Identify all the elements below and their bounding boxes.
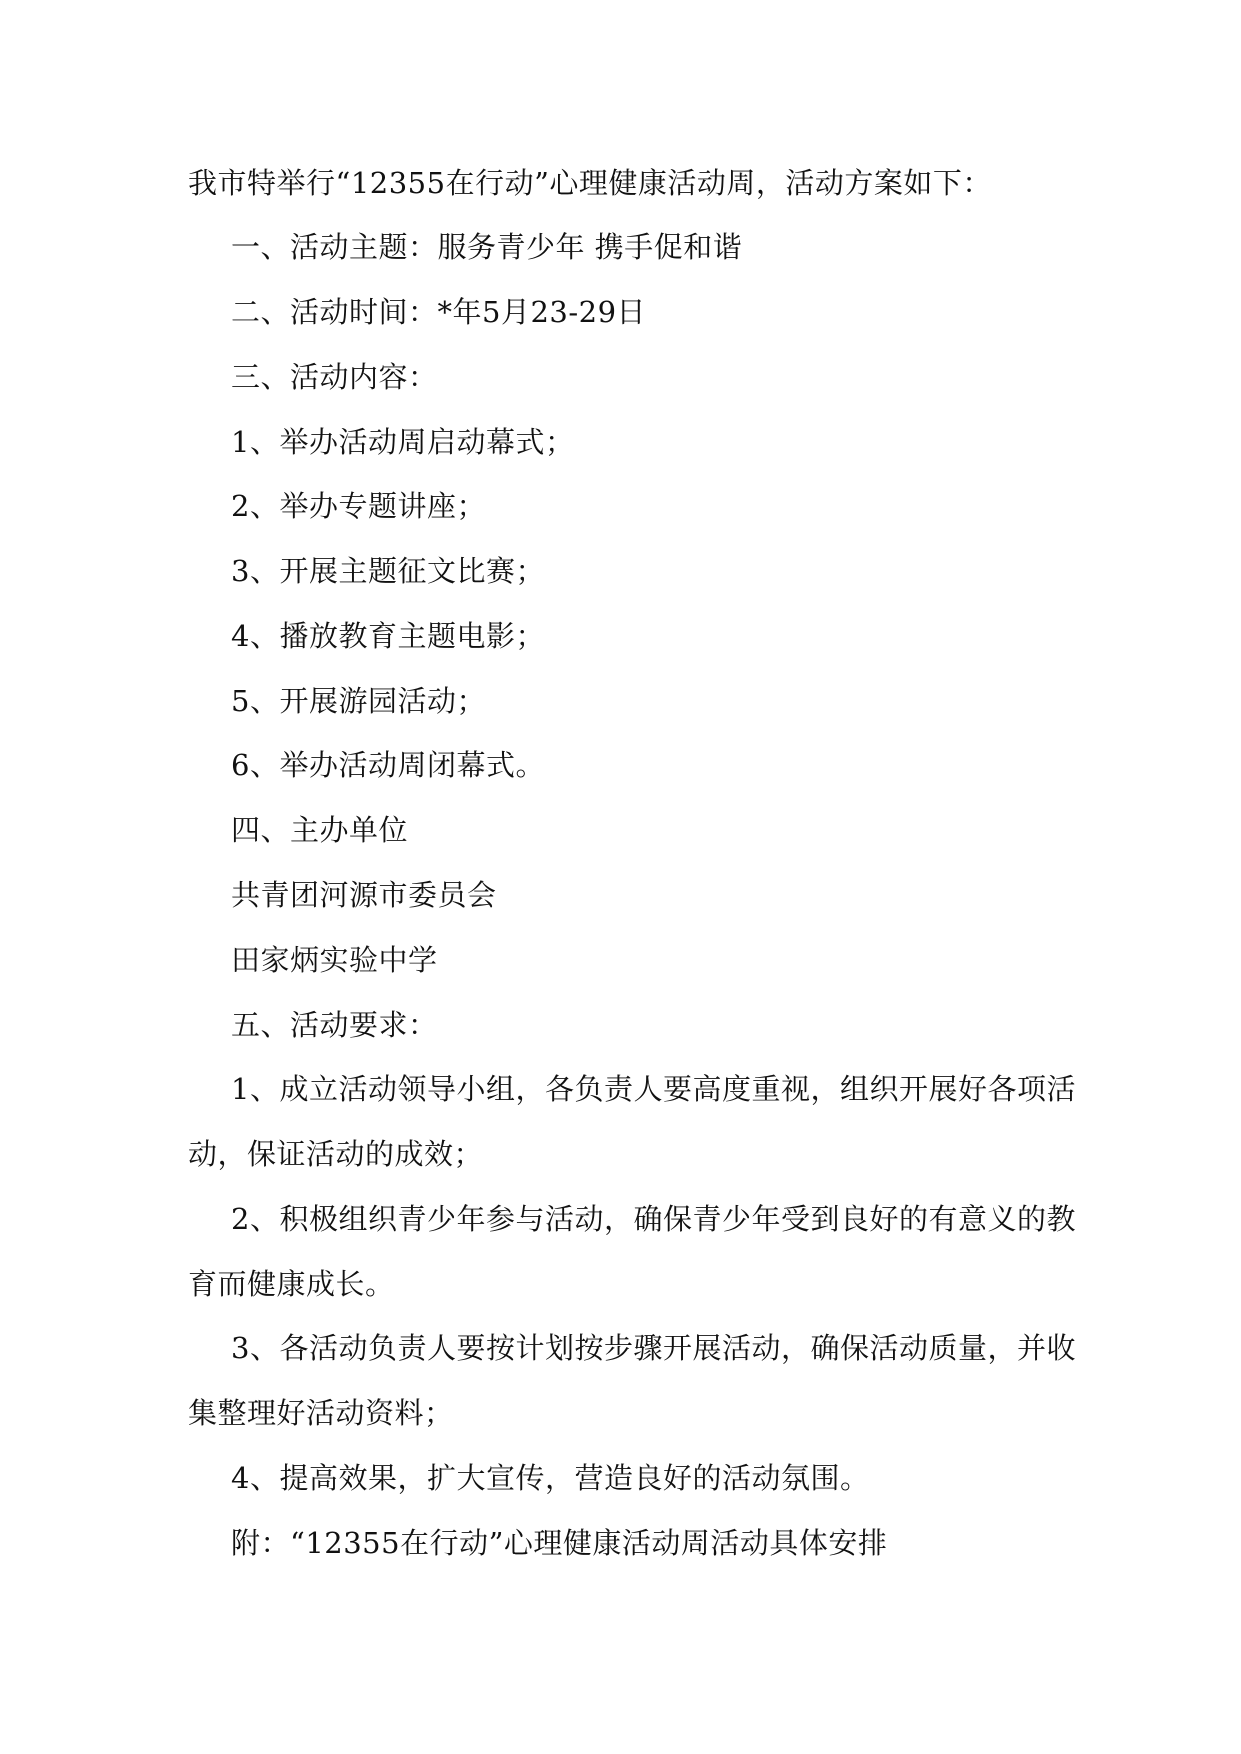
section-time: 二、活动时间：*年5月23-29日	[231, 295, 647, 329]
organizer-1: 共青团河源市委员会	[231, 878, 497, 912]
content-item-5: 5、开展游园活动；	[231, 684, 486, 718]
organizer-2: 田家炳实验中学	[231, 943, 438, 977]
content-item-1: 1、举办活动周启动幕式；	[231, 425, 575, 459]
content-item-2: 2、举办专题讲座；	[231, 489, 486, 523]
requirement-1-line-2: 动，保证活动的成效；	[188, 1137, 484, 1171]
requirement-3-line-1: 3、各活动负责人要按计划按步骤开展活动，确保活动质量，并收	[231, 1331, 1076, 1365]
section-organizers-heading: 四、主办单位	[231, 813, 409, 847]
requirement-3-line-2: 集整理好活动资料；	[188, 1396, 454, 1430]
requirement-2-line-2: 育而健康成长。	[188, 1267, 395, 1301]
content-item-6: 6、举办活动周闭幕式。	[231, 748, 545, 782]
content-item-4: 4、播放教育主题电影；	[231, 619, 545, 653]
section-content-heading: 三、活动内容：	[231, 360, 438, 394]
attachment-note: 附：“12355在行动”心理健康活动周活动具体安排	[231, 1526, 888, 1560]
requirement-4: 4、提高效果，扩大宣传，营造良好的活动氛围。	[231, 1461, 870, 1495]
requirement-2-line-1: 2、积极组织青少年参与活动，确保青少年受到良好的有意义的教	[231, 1202, 1076, 1236]
content-item-3: 3、开展主题征文比赛；	[231, 554, 545, 588]
intro-line: 我市特举行“12355在行动”心理健康活动周，活动方案如下：	[188, 166, 992, 200]
section-requirements-heading: 五、活动要求：	[231, 1008, 438, 1042]
section-theme: 一、活动主题：服务青少年 携手促和谐	[231, 230, 743, 264]
requirement-1-line-1: 1、成立活动领导小组，各负责人要高度重视，组织开展好各项活	[231, 1072, 1076, 1106]
